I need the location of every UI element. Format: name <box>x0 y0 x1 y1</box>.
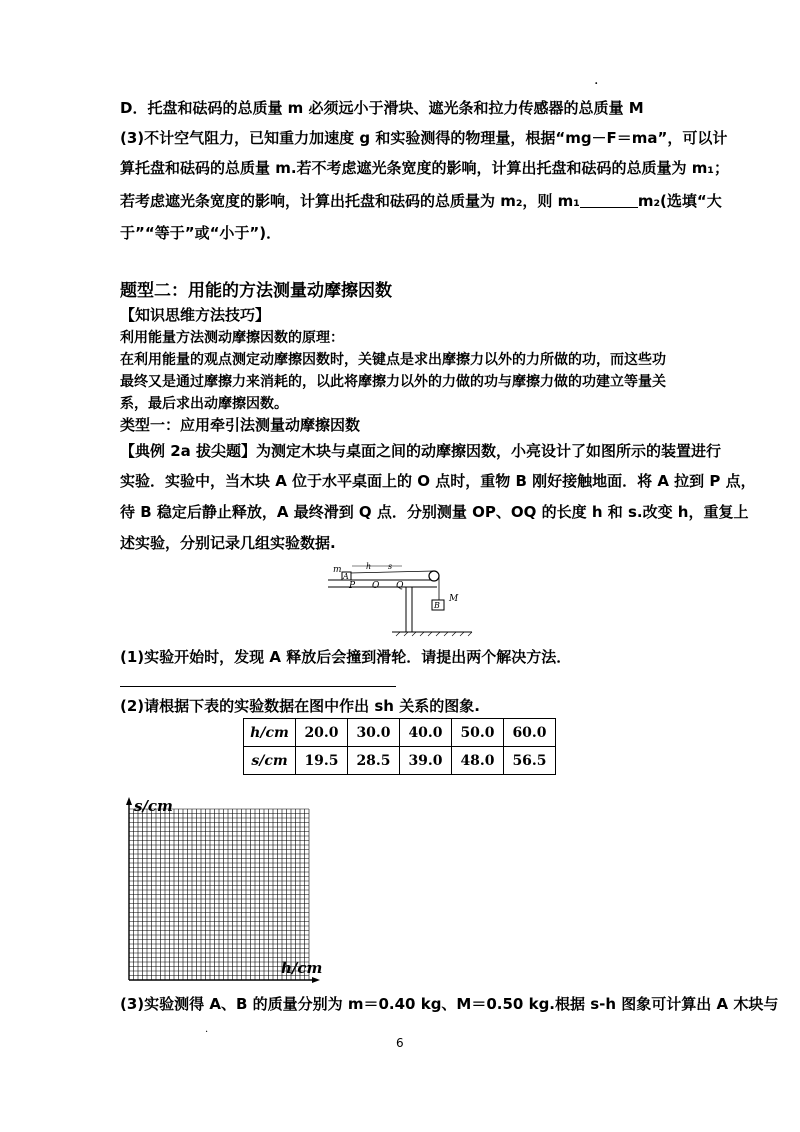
row-label-h: h/cm <box>244 719 296 747</box>
x-axis-label: h/cm <box>281 959 323 977</box>
label-s: s <box>388 562 393 571</box>
knowledge-heading: 【知识思维方法技巧】 <box>120 306 271 324</box>
table-cell: 56.5 <box>504 747 556 775</box>
stray-mark: . <box>594 72 599 88</box>
q3b: (3)实验测得 A、B 的质量分别为 m＝0.40 kg、M＝0.50 kg.根据 s-h 图象可计算出 A 木块与 <box>120 995 779 1013</box>
y-axis-arrow-icon <box>126 797 132 805</box>
pulley-icon <box>429 571 439 581</box>
q3-line-3-a: 若考虑遮光条宽度的影响，计算出托盘和砝码的总质量为 m₂，则 m₁ <box>120 192 580 210</box>
q3-line-2: 算托盘和砝码的总质量 m.若不考虑遮光条宽度的影响，计算出托盘和砝码的总质量为 m₁； <box>120 159 729 177</box>
table-cell: 48.0 <box>452 747 504 775</box>
label-h: h <box>366 562 372 571</box>
q3-line-3-b: m₂(选填“大 <box>637 192 722 210</box>
answer-line[interactable] <box>120 686 396 687</box>
data-table <box>243 718 556 775</box>
label-big-m: M <box>449 594 459 604</box>
grid-lines <box>129 809 309 980</box>
table-cell: 40.0 <box>400 719 452 747</box>
table-cell: 60.0 <box>504 719 556 747</box>
example-line-4: 述实验，分别记录几组实验数据. <box>120 534 336 552</box>
example-line-3: 待 B 稳定后静止释放，A 最终滑到 Q 点．分别测量 OP、OQ 的长度 h 和 s.改变 h，重复上 <box>120 503 749 521</box>
table-cell: 39.0 <box>400 747 452 775</box>
q3-line-1: (3)不计空气阻力，已知重力加速度 g 和实验测得的物理量，根据“mg－F＝ma”，可以计 <box>120 129 728 147</box>
page-number: 6 <box>396 1036 404 1050</box>
option-d: D．托盘和砝码的总质量 m 必须远小于滑块、遮光条和拉力传感器的总质量 M <box>120 99 644 117</box>
table-cell: 28.5 <box>348 747 400 775</box>
label-q: Q <box>396 581 404 591</box>
principle-line-1: 在利用能量的观点测定动摩擦因数时，关键点是求出摩擦力以外的力所做的功，而这些功 <box>120 352 666 368</box>
q3-line-3 <box>120 191 722 211</box>
principle-line-2: 最终又是通过摩擦力来消耗的，以此将摩擦力以外的力做的功与摩擦力做的功建立等量关 <box>120 374 666 390</box>
table-row <box>244 747 556 775</box>
table-row <box>244 719 556 747</box>
example-line-1 <box>120 441 721 461</box>
table-cell: 50.0 <box>452 719 504 747</box>
stray-dot: . <box>205 1024 209 1035</box>
label-a: A <box>343 572 349 581</box>
row-label-s: s/cm <box>244 747 296 775</box>
q2: (2)请根据下表的实验数据在图中作出 sh 关系的图象. <box>120 697 480 715</box>
q1: (1)实验开始时，发现 A 释放后会撞到滑轮．请提出两个解决方法． <box>120 648 572 666</box>
x-axis-arrow-icon <box>312 977 320 983</box>
label-o: O <box>372 581 380 591</box>
label-b: B <box>434 601 440 610</box>
example-line-2: 实验．实验中，当木块 A 位于水平桌面上的 O 点时，重物 B 刚好接触地面．将 A 拉到 P 点， <box>120 472 756 490</box>
label-m: m <box>333 565 342 575</box>
table-cell: 19.5 <box>296 747 348 775</box>
type-one-heading: 类型一：应用牵引法测量动摩擦因数 <box>120 416 361 434</box>
apparatus-figure <box>322 560 482 642</box>
principle-title: 利用能量方法测动摩擦因数的原理： <box>120 330 344 346</box>
example-line-1-rest: 为测定木块与桌面之间的动摩擦因数，小亮设计了如图所示的装置进行 <box>256 442 722 460</box>
y-axis-label: s/cm <box>134 797 173 815</box>
label-p: P <box>349 581 356 591</box>
table-cell: 30.0 <box>348 719 400 747</box>
section-title: 题型二：用能的方法测量动摩擦因数 <box>120 281 392 301</box>
q3-line-4: 于”“等于”或“小于”)． <box>120 224 282 242</box>
answer-blank[interactable] <box>580 193 638 208</box>
example-tag: 【典例 2a 拔尖题】 <box>120 442 257 460</box>
principle-line-3: 系，最后求出动摩擦因数。 <box>120 396 288 412</box>
table-cell: 20.0 <box>296 719 348 747</box>
